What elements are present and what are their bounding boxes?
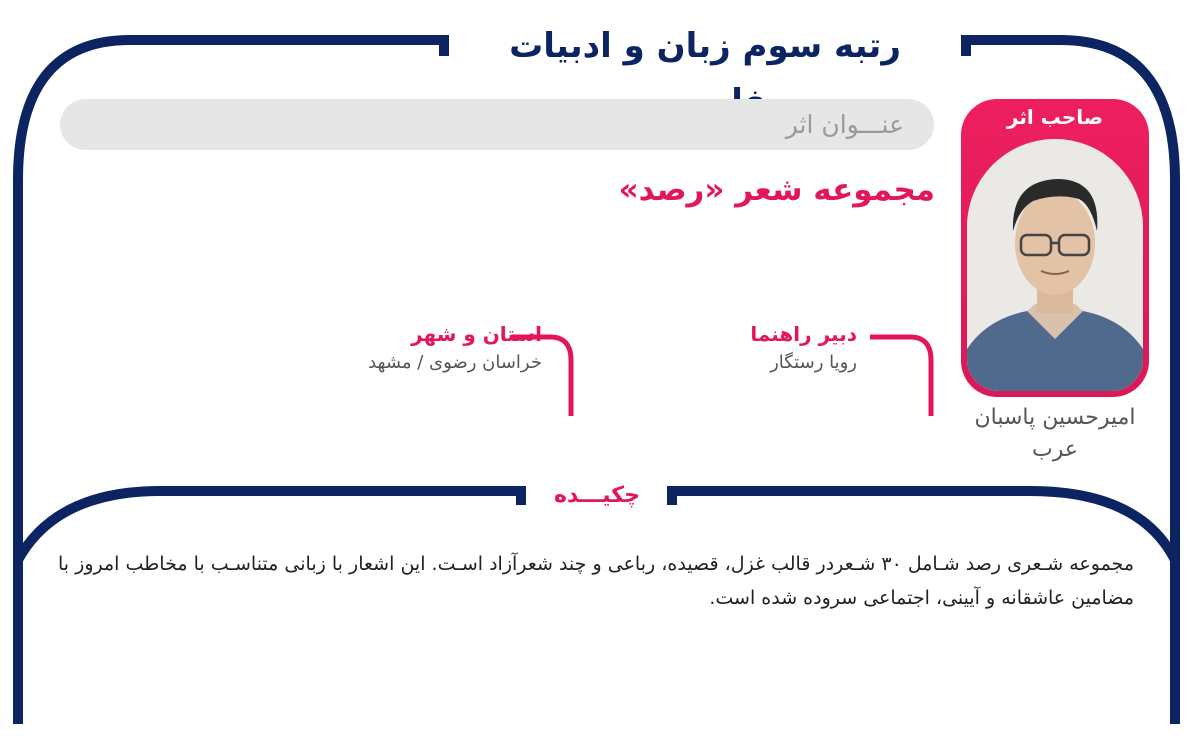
advisor-block: [750, 322, 857, 373]
location-block: [368, 322, 542, 373]
location-heading: استان و شهر: [411, 322, 542, 346]
work-title: مجموعه شعر «رصد»: [618, 172, 935, 208]
author-name-line1: امیرحسین پاسبان: [974, 405, 1136, 430]
summary-heading: چکیـــده: [554, 483, 640, 508]
page-title: رتبه سوم زبان و ادبیات: [509, 26, 901, 66]
author-photo: [967, 139, 1143, 391]
location-value: خراسان رضوی / مشهد: [368, 352, 542, 373]
advisor-value: رویا رستگار: [770, 352, 857, 373]
author-card-label: صاحب اثر: [1006, 105, 1104, 129]
author-photo-card: [961, 99, 1149, 397]
work-title-label-bar: [60, 99, 934, 150]
work-title-label: عنـــوان اثر: [785, 110, 904, 139]
summary-text: مجموعه شـعری رصد شـامل ۳۰ شـعردر قالب غزل، قصیده، رباعی و چند شعرآزاد اسـت. این اشعار با زبانی متناسـب با مخاطب امروز با مضامین عاشقانه و آیینی، اجتماعی سروده شده است.: [58, 553, 1134, 609]
author-name: [948, 402, 1162, 466]
author-name-line2: عرب: [1032, 437, 1078, 462]
advisor-heading: دبیر راهنما: [750, 322, 857, 346]
advisor-bracket: [870, 337, 931, 416]
author-portrait-icon: [967, 139, 1143, 391]
